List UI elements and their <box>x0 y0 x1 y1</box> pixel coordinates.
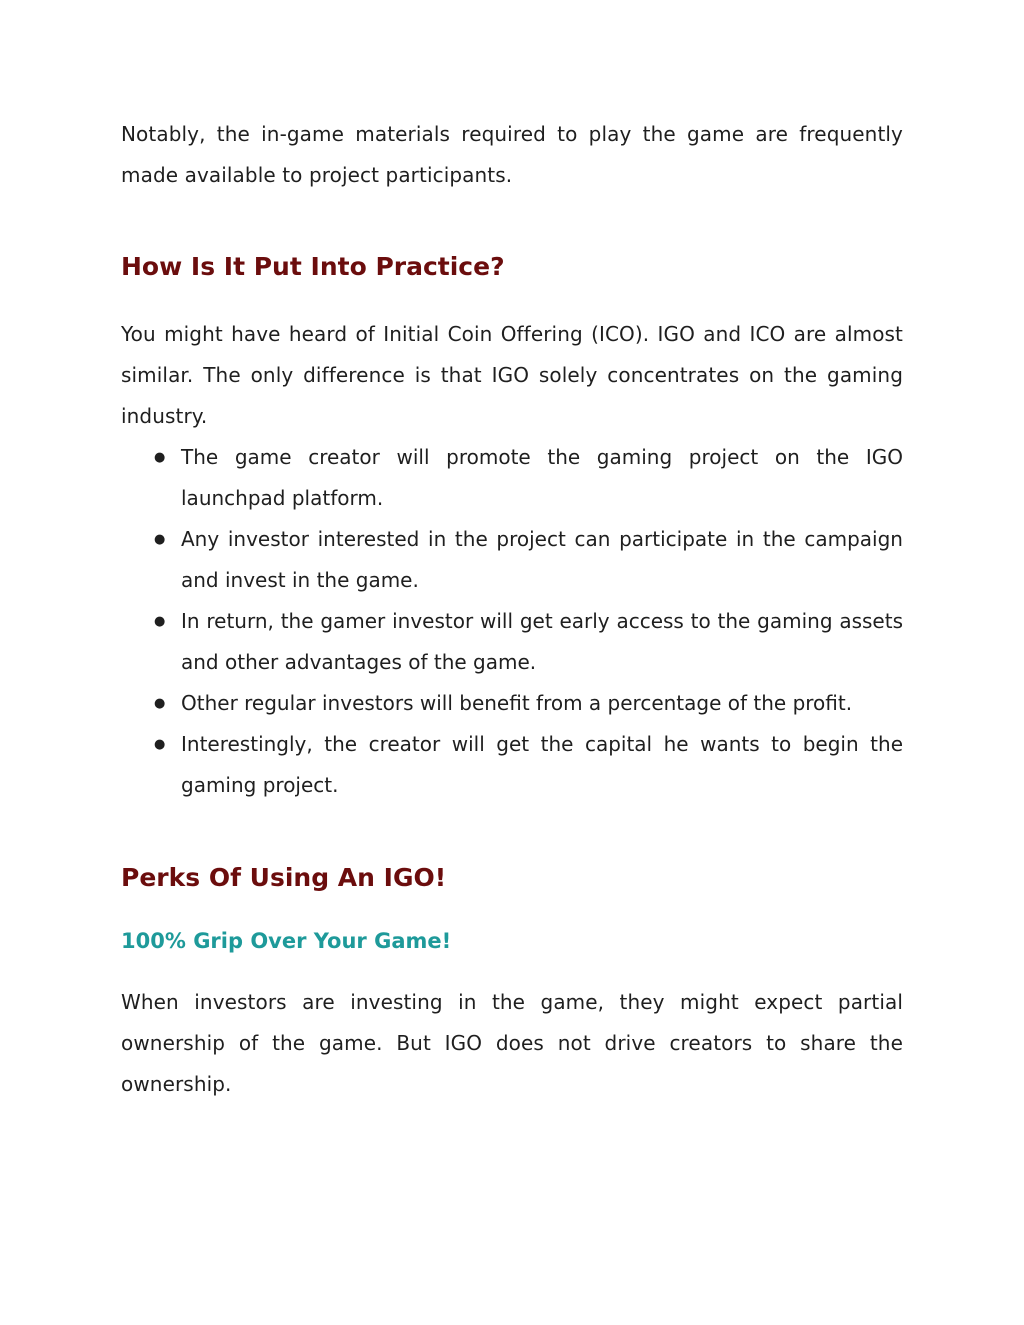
bullet-icon: ● <box>154 450 166 465</box>
section-heading-practice: How Is It Put Into Practice? <box>121 252 505 281</box>
practice-bullet-list <box>121 437 903 806</box>
list-item <box>121 724 903 806</box>
bullet-icon: ● <box>154 614 166 629</box>
list-item-text: In return, the gamer investor will get early access to the gaming assets and other advantages of the game. <box>181 609 903 674</box>
perks-paragraph: When investors are investing in the game, they might expect partial ownership of the game. But IGO does not drive creators to share the ownership. <box>121 990 903 1096</box>
bullet-icon: ● <box>154 532 166 547</box>
section-heading-perks: Perks Of Using An IGO! <box>121 863 447 892</box>
practice-paragraph: You might have heard of Initial Coin Offering (ICO). IGO and ICO are almost similar. The only difference is that IGO solely concentrates on the gaming industry. <box>121 322 903 428</box>
list-item <box>121 601 903 683</box>
intro-paragraph: Notably, the in-game materials required to play the game are frequently made available to project participants. <box>121 122 903 187</box>
list-item-text: The game creator will promote the gaming project on the IGO launchpad platform. <box>181 445 903 510</box>
document-content <box>121 114 903 1105</box>
bullet-icon: ● <box>154 696 166 711</box>
list-item <box>121 437 903 519</box>
list-item <box>121 683 903 724</box>
bullet-icon: ● <box>154 737 166 752</box>
list-item-text: Any investor interested in the project can participate in the campaign and invest in the game. <box>181 527 903 592</box>
list-item-text: Interestingly, the creator will get the capital he wants to begin the gaming project. <box>181 732 903 797</box>
list-item <box>121 519 903 601</box>
subsection-heading-grip: 100% Grip Over Your Game! <box>121 929 452 953</box>
list-item-text: Other regular investors will benefit from a percentage of the profit. <box>181 691 853 715</box>
